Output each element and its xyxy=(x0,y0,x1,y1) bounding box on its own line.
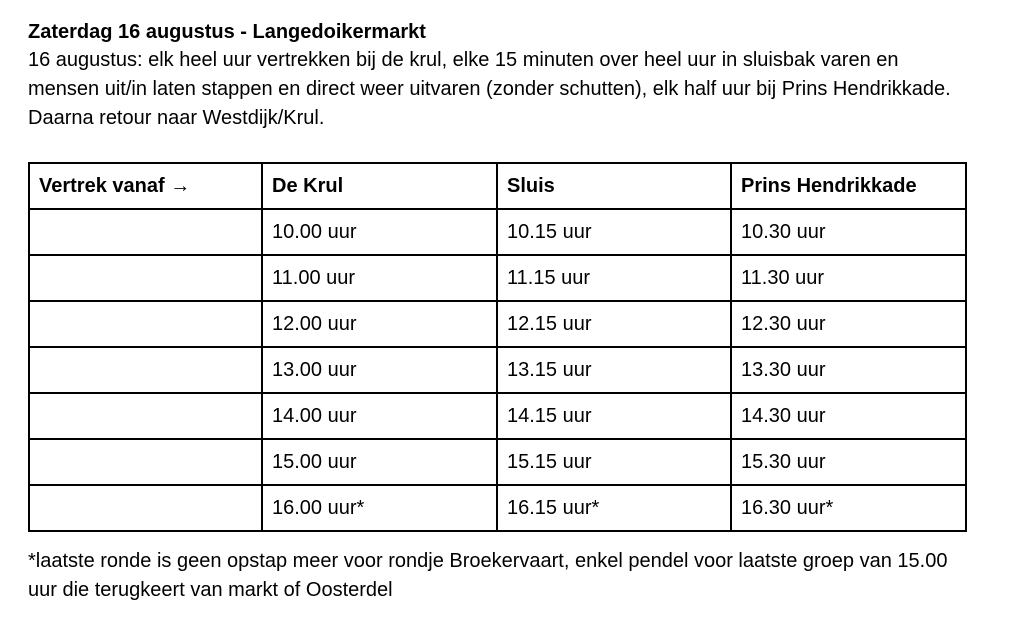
time-cell-de-krul: 11.00 uur xyxy=(262,255,497,301)
header-prins-hendrikkade: Prins Hendrikkade xyxy=(731,163,966,209)
time-cell-de-krul: 16.00 uur* xyxy=(262,485,497,531)
row-label-cell xyxy=(29,393,262,439)
header-departure-from: Vertrek vanaf → xyxy=(29,163,262,209)
row-label-cell xyxy=(29,439,262,485)
time-cell-sluis: 11.15 uur xyxy=(497,255,731,301)
row-label-cell xyxy=(29,209,262,255)
table-row xyxy=(29,209,966,255)
time-cell-prins-hendrikkade: 16.30 uur* xyxy=(731,485,966,531)
time-cell-de-krul: 12.00 uur xyxy=(262,301,497,347)
intro-paragraph: 16 augustus: elk heel uur vertrekken bij de krul, elke 15 minuten over heel uur in sluisbak varen en mensen uit/in laten stappen en direct weer uitvaren (zonder schutten), elk half uur bij Prins Hendrikkade. Daarna retour naar Westdijk/Krul. xyxy=(28,49,951,129)
header-de-krul: De Krul xyxy=(262,163,497,209)
page-title: Zaterdag 16 augustus - Langedoikermarkt xyxy=(28,21,426,43)
row-label-cell xyxy=(29,485,262,531)
table-row xyxy=(29,393,966,439)
time-cell-prins-hendrikkade: 10.30 uur xyxy=(731,209,966,255)
time-cell-de-krul: 15.00 uur xyxy=(262,439,497,485)
footnote: *laatste ronde is geen opstap meer voor rondje Broekervaart, enkel pendel voor laatste groep van 15.00 uur die terugkeert van markt of Oosterdel xyxy=(28,550,948,601)
time-cell-sluis: 10.15 uur xyxy=(497,209,731,255)
table-row xyxy=(29,485,966,531)
row-label-cell xyxy=(29,301,262,347)
time-cell-sluis: 16.15 uur* xyxy=(497,485,731,531)
table-row xyxy=(29,439,966,485)
row-label-cell xyxy=(29,347,262,393)
time-cell-de-krul: 10.00 uur xyxy=(262,209,497,255)
time-cell-prins-hendrikkade: 13.30 uur xyxy=(731,347,966,393)
time-cell-prins-hendrikkade: 15.30 uur xyxy=(731,439,966,485)
table-row xyxy=(29,347,966,393)
time-cell-sluis: 12.15 uur xyxy=(497,301,731,347)
time-cell-prins-hendrikkade: 14.30 uur xyxy=(731,393,966,439)
table-row xyxy=(29,301,966,347)
document-body xyxy=(28,18,988,133)
row-label-cell xyxy=(29,255,262,301)
time-cell-de-krul: 14.00 uur xyxy=(262,393,497,439)
time-cell-sluis: 13.15 uur xyxy=(497,347,731,393)
table-row xyxy=(29,255,966,301)
header-sluis: Sluis xyxy=(497,163,731,209)
time-cell-sluis: 15.15 uur xyxy=(497,439,731,485)
table-header-row xyxy=(29,163,966,209)
time-cell-de-krul: 13.00 uur xyxy=(262,347,497,393)
departure-schedule-table xyxy=(28,162,967,532)
time-cell-sluis: 14.15 uur xyxy=(497,393,731,439)
time-cell-prins-hendrikkade: 11.30 uur xyxy=(731,255,966,301)
time-cell-prins-hendrikkade: 12.30 uur xyxy=(731,301,966,347)
